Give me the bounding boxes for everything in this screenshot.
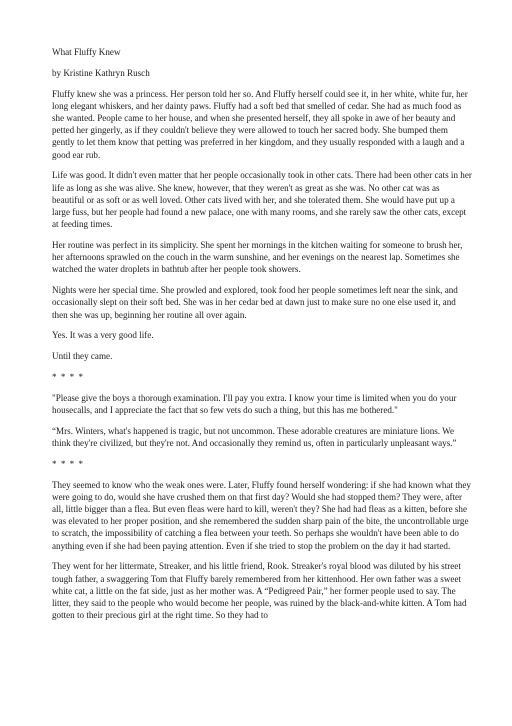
- section-separator: * * * *: [52, 458, 85, 469]
- section-separator: * * * *: [52, 372, 85, 383]
- paragraph-11: They seemed to know who the weak ones were. Later, Fluffy found herself wondering: if she had known what they were going to do, would she have crushed them on that first day? Would she had stopped them? They were, after all, little bigger than a flea. But even fleas were hard to kill, weren't they? She had had fleas as a kitten, before she was elevated to her proper position, and she remembered the sudden sharp pain of the bite, the uncontrollable urge to scratch, the impossibility of catching a flea between your teeth. So perhaps she wouldn't have been able to do anything even if she had been paying attention. Even if she tried to stop the problem on the day it had started.: [52, 479, 471, 551]
- paragraph-4: Nights were her special time. She prowled and explored, took food her people sometimes left near the sink, and occasionally slept on their soft bed. She was in her cedar bed at dawn just to make sure no one else used it, and then she was up, beginning her routine all over again.: [52, 285, 458, 320]
- paragraph-1: Fluffy knew she was a princess. Her person told her so. And Fluffy herself could see it, in her white, white fur, her long elegant whiskers, and her dainty paws. Fluffy had a soft bed that smelled of cedar. She had as much food as she wanted. People came to her house, and when she presented herself, they all spoke in awe of her beauty and petted her gingerly, as if they couldn't believe they were allowed to touch her sacred body. She bumped them gently to let them know that petting was preferred in her kingdom, and they usually responded with a laugh and a good ear rub.: [52, 88, 468, 160]
- paragraph-9: “Mrs. Winters, what's happened is tragic, but not uncommon. These adorable creatures are miniature lions. We think they're civilized, but they're not. And occasionally they remind us, often in particularly unpleasant ways.”: [52, 425, 457, 449]
- paragraph-6: Until they came.: [52, 351, 113, 362]
- document-author: by Kristine Kathryn Rusch: [52, 67, 150, 78]
- paragraph-2: Life was good. It didn't even matter that her people occasionally took in other cats. There had been other cats in her life as long as she was alive. She knew, however, that they weren't as great as she was. No other cat was as beautiful or as soft or as well loved. Other cats lived with her, and she tolerated them. She would have put up a large fuss, but her people had found a new palace, one with many rooms, and she rarely saw the other cats, except at feeding times.: [52, 170, 472, 230]
- document-title: What Fluffy Knew: [52, 47, 121, 57]
- paragraph-3: Her routine was perfect in its simplicity. She spent her mornings in the kitchen waiting for someone to brush her, her afternoons sprawled on the couch in the warm sunshine, and her evenings on the nearest lap. Sometimes she watched the water droplets in bathtub after her people took showers.: [52, 240, 463, 275]
- paragraph-8: "Please give the boys a thorough examination. I'll pay you extra. I know your time is limited when you do your housecalls, and I appreciate the fact that so few vets do such a thing, but this has me bothered.": [52, 392, 457, 416]
- paragraph-5: Yes. It was a very good life.: [52, 330, 154, 341]
- paragraph-12: They went for her littermate, Streaker, and his little friend, Rook. Streaker's royal blood was diluted by his street tough father, a swaggering Tom that Fluffy barely remembered from her kittenhood. Her own father was a sweet white cat, a little on the fat side, just as her mother was. A “Pedigreed Pair,” her former people used to say. The litter, they said to the people who would become her people, was ruined by the black-and-white kitten. A Tom had gotten to their precious girl at the right time. So they had to: [52, 561, 467, 621]
